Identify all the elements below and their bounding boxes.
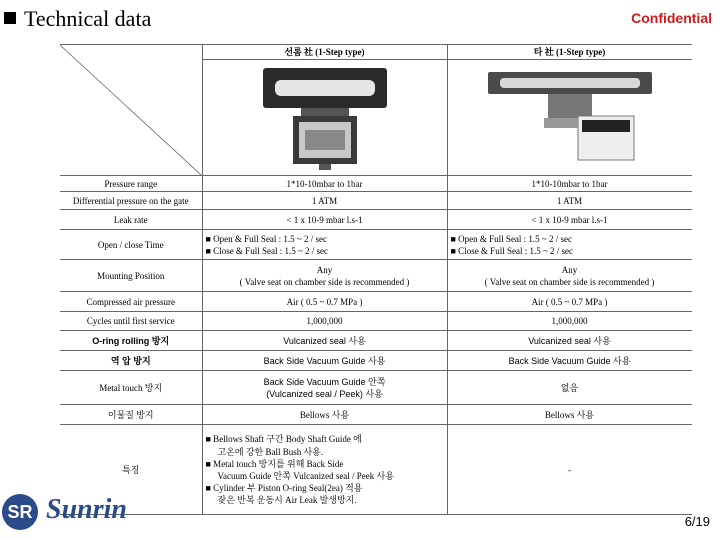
cell-other: [447, 230, 692, 260]
cell-other: 1*10-10mbar to 1bar: [447, 176, 692, 192]
cell-line: (Vulcanized seal / Peek) 사용: [266, 388, 383, 399]
cell-line: ■ Close & Full Seal : 1.5 ~ 2 / sec: [450, 245, 574, 256]
cell-sunrin: < 1 x 10-9 mbar l.s-1: [202, 210, 447, 230]
technical-data-table: [60, 44, 692, 515]
cell-sunrin: [202, 230, 447, 260]
cell-sunrin: Back Side Vacuum Guide 사용: [202, 351, 447, 371]
diagonal-header-cell: [60, 45, 202, 176]
row-label: 특징: [60, 425, 202, 515]
cell-sunrin: [202, 371, 447, 405]
row-label: 역 압 방지: [60, 351, 202, 371]
cell-other: 1 ATM: [447, 192, 692, 210]
cell-line: Back Side Vacuum Guide 안쪽: [263, 376, 386, 387]
logo-text: Sunrin: [46, 494, 127, 525]
feature-line: ■ Cylinder 부 Piston O-ring Seal(2ea) 적용: [205, 482, 363, 493]
feature-line: ■ Bellows Shaft 구간 Body Shaft Guide 에: [205, 434, 362, 445]
feature-line: 잦은 반복 운동시 Air Leak 발생방지.: [217, 495, 357, 506]
cell-other: 없음: [447, 371, 692, 405]
cell-line: ■ Open & Full Seal : 1.5 ~ 2 / sec: [205, 233, 328, 244]
cell-sunrin: 1,000,000: [202, 312, 447, 331]
feature-line: ■ Metal touch 방지를 위해 Back Side: [205, 458, 344, 469]
cell-sunrin: [202, 260, 447, 292]
feature-line: 고온에 강한 Ball Bush 사용.: [217, 446, 324, 457]
cell-sunrin: Vulcanized seal 사용: [202, 331, 447, 351]
row-label: Pressure range: [60, 176, 202, 192]
row-label: Open / close Time: [60, 230, 202, 260]
cell-other: [447, 260, 692, 292]
cell-sunrin: Air ( 0.5 ~ 0.7 MPa ): [202, 292, 447, 312]
cell-line: Any: [316, 264, 333, 275]
gate-valve-image-icon: [448, 60, 692, 172]
bullet-square-icon: [4, 12, 16, 24]
cell-other: Vulcanized seal 사용: [447, 331, 692, 351]
feature-line: Vacuum Guide 안쪽 Vulcanized seal / Peek 사용: [217, 470, 394, 481]
cell-other: 1,000,000: [447, 312, 692, 331]
page-title: [4, 6, 151, 32]
cell-line: ■ Close & Full Seal : 1.5 ~ 2 / sec: [205, 245, 329, 256]
logo-mark-icon: SR: [2, 494, 38, 530]
row-label: O-ring rolling 방지: [60, 331, 202, 351]
title-text: Technical data: [24, 6, 152, 31]
cell-sunrin-features: [202, 425, 447, 515]
column-header-other: 타 社 (1-Step type): [447, 45, 692, 60]
cell-other: Back Side Vacuum Guide 사용: [447, 351, 692, 371]
row-label: Leak rate: [60, 210, 202, 230]
row-label: Mounting Position: [60, 260, 202, 292]
product-image-other: [447, 60, 692, 176]
cell-other: < 1 x 10-9 mbar l.s-1: [447, 210, 692, 230]
company-logo: [2, 490, 142, 534]
cell-line: ( Valve seat on chamber side is recommended ): [239, 276, 410, 287]
cell-sunrin: Bellows 사용: [202, 405, 447, 425]
cell-other: Bellows 사용: [447, 405, 692, 425]
cell-line: ( Valve seat on chamber side is recommended ): [484, 276, 655, 287]
cell-sunrin: 1 ATM: [202, 192, 447, 210]
cell-other: -: [447, 425, 692, 515]
diagonal-line-icon: [60, 45, 202, 175]
row-label: Differential pressure on the gate: [60, 192, 202, 210]
cell-other: Air ( 0.5 ~ 0.7 MPa ): [447, 292, 692, 312]
confidential-label: Confidential: [631, 10, 712, 26]
page-number: 6/19: [684, 514, 710, 529]
gate-valve-image-icon: [203, 60, 447, 172]
row-label: Cycles until first service: [60, 312, 202, 331]
row-label: Metal touch 방지: [60, 371, 202, 405]
product-image-sunrin: [202, 60, 447, 176]
column-header-sunrin: 선롬 社 (1-Step type): [202, 45, 447, 60]
row-label: Compressed air pressure: [60, 292, 202, 312]
cell-line: Any: [561, 264, 578, 275]
row-label: 이물질 방지: [60, 405, 202, 425]
cell-sunrin: 1*10-10mbar to 1bar: [202, 176, 447, 192]
cell-line: ■ Open & Full Seal : 1.5 ~ 2 / sec: [450, 233, 573, 244]
